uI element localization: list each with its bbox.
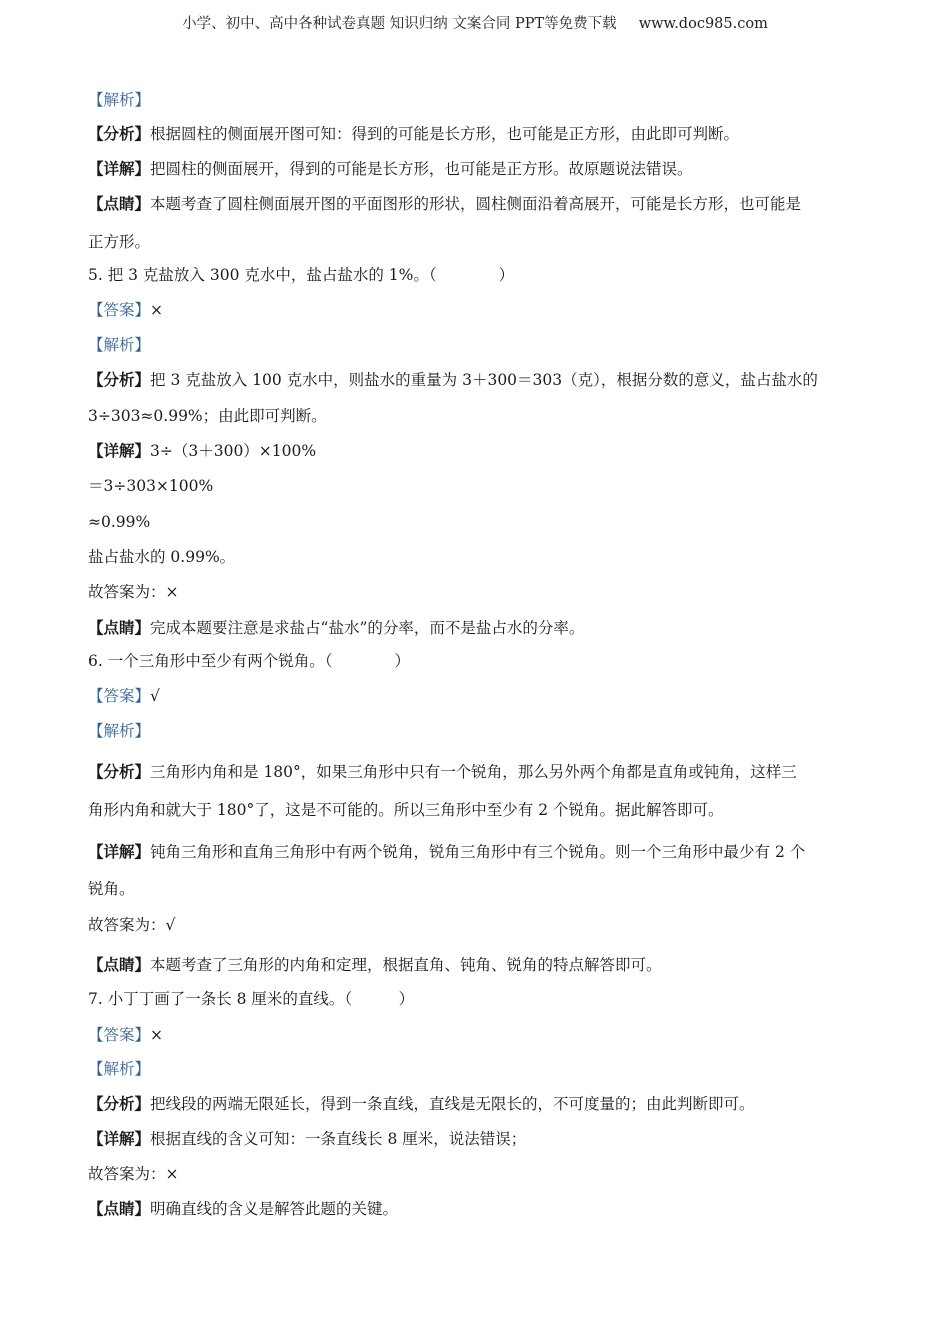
q6-jiexi-line: [88, 721, 150, 741]
q7-jiexi-line: [88, 1059, 150, 1079]
fenxi-text: 根据圆柱的侧面展开图可知：得到的可能是长方形，也可能是正方形，由此即可判断。: [150, 125, 740, 143]
q6-dianjing-line: [88, 955, 662, 975]
q6-xiangjie-line-2: [88, 879, 135, 899]
dianjing-label: 【点睛】: [88, 955, 151, 974]
answer-label: 【答案】: [88, 1026, 151, 1044]
xiangjie-text: 把圆柱的侧面展开，得到的可能是长方形，也可能是正方形。故原题说法错误。: [150, 160, 693, 178]
q5-answer-line: [88, 300, 163, 320]
fenxi-text: 三角形内角和是 180°，如果三角形中只有一个锐角，那么另外两个角都是直角或钝角，这样三: [150, 763, 797, 781]
jiexi-label: 【解析】: [88, 1060, 151, 1078]
xiangjie-label: 【详解】: [88, 441, 151, 460]
q5-dianjing-line: [88, 618, 584, 638]
q5-fenxi-line-2: [88, 406, 327, 426]
fenxi-text-cont: 角形内角和就大于 180°了，这是不可能的。所以三角形中至少有 2 个锐角。据此解答即可。: [88, 801, 724, 819]
fenxi-label: 【分析】: [88, 1094, 151, 1113]
header-text: 小学、初中、高中各种试卷真题 知识归纳 文案合同 PPT等免费下载: [182, 16, 617, 32]
q4-xiangjie-line: [88, 159, 693, 179]
fenxi-label: 【分析】: [88, 124, 151, 143]
answer-value: ×: [150, 301, 164, 319]
q7-question: [88, 989, 414, 1009]
fenxi-text: 把 3 克盐放入 100 克水中，则盐水的重量为 3＋300＝303（克），根据分数的意义，盐占盐水的: [150, 371, 818, 389]
fenxi-text: 把线段的两端无限延长，得到一条直线，直线是无限长的，不可度量的；由此判断即可。: [150, 1095, 755, 1113]
dianjing-label: 【点睛】: [88, 1199, 151, 1218]
q5-question: [88, 265, 514, 285]
final-answer-text: 故答案为：√: [88, 916, 176, 934]
fenxi-text-cont: 3÷303≈0.99%；由此即可判断。: [88, 407, 327, 425]
answer-label: 【答案】: [88, 687, 151, 705]
q5-fenxi-line: [88, 370, 818, 390]
final-answer-text: 故答案为：×: [88, 1165, 179, 1183]
q6-final-answer: [88, 915, 175, 935]
q4-dianjing-line: [88, 194, 801, 214]
xiangjie-text: 根据直线的含义可知：一条直线长 8 厘米，说法错误；: [150, 1130, 527, 1148]
q4-fenxi-line: [88, 124, 739, 144]
q7-xiangjie-line: [88, 1129, 526, 1149]
jiexi-label: 【解析】: [88, 336, 151, 354]
question-text: 6. 一个三角形中至少有两个锐角。（ ）: [88, 652, 410, 670]
q5-calc-result: [88, 547, 235, 567]
calc-step: ≈0.99%: [88, 513, 151, 531]
xiangjie-text: 钝角三角形和直角三角形中有两个锐角，锐角三角形中有三个锐角。则一个三角形中最少有 2 个: [150, 843, 806, 861]
dianjing-text: 明确直线的含义是解答此题的关键。: [150, 1200, 399, 1218]
calc-step: ＝3÷303×100%: [88, 477, 214, 495]
fenxi-label: 【分析】: [88, 762, 151, 781]
xiangjie-label: 【详解】: [88, 1129, 151, 1148]
question-text: 7. 小丁丁画了一条长 8 厘米的直线。（ ）: [88, 990, 415, 1008]
q4-dianjing-line-2: [88, 232, 150, 252]
q6-fenxi-line-2: [88, 800, 723, 820]
question-text: 5. 把 3 克盐放入 300 克水中，盐占盐水的 1%。（ ）: [88, 266, 515, 284]
dianjing-label: 【点睛】: [88, 194, 151, 213]
dianjing-label: 【点睛】: [88, 618, 151, 637]
q5-calc-step-2: [88, 476, 213, 496]
q4-jiexi-line: [88, 90, 150, 110]
calc-result: 盐占盐水的 0.99%。: [88, 548, 236, 566]
xiangjie-label: 【详解】: [88, 842, 151, 861]
q6-xiangjie-line: [88, 842, 805, 862]
q5-final-answer: [88, 582, 179, 602]
fenxi-label: 【分析】: [88, 370, 151, 389]
dianjing-text: 本题考查了圆柱侧面展开图的平面图形的形状，圆柱侧面沿着高展开，可能是长方形，也可能是: [150, 195, 802, 213]
jiexi-label: 【解析】: [88, 722, 151, 740]
xiangjie-text: 3÷（3＋300）×100%: [150, 442, 317, 460]
q7-final-answer: [88, 1164, 179, 1184]
dianjing-text: 完成本题要注意是求盐占“盐水”的分率，而不是盐占水的分率。: [150, 619, 585, 637]
dianjing-text: 本题考查了三角形的内角和定理，根据直角、钝角、锐角的特点解答即可。: [150, 956, 662, 974]
q5-xiangjie-line: [88, 441, 316, 461]
q7-answer-line: [88, 1025, 163, 1045]
q5-calc-step-3: [88, 512, 150, 532]
final-answer-text: 故答案为：×: [88, 583, 179, 601]
q7-fenxi-line: [88, 1094, 755, 1114]
answer-value: √: [150, 687, 160, 705]
answer-value: ×: [150, 1026, 164, 1044]
page-header: [0, 12, 950, 33]
q6-answer-line: [88, 686, 160, 706]
xiangjie-text-cont: 锐角。: [88, 880, 135, 898]
q5-jiexi-line: [88, 335, 150, 355]
q6-question: [88, 651, 410, 671]
answer-label: 【答案】: [88, 301, 151, 319]
xiangjie-label: 【详解】: [88, 159, 151, 178]
dianjing-text-cont: 正方形。: [88, 233, 151, 251]
q7-dianjing-line: [88, 1199, 398, 1219]
header-site: www.doc985.com: [638, 16, 768, 32]
jiexi-label: 【解析】: [88, 91, 151, 109]
q6-fenxi-line: [88, 762, 797, 782]
